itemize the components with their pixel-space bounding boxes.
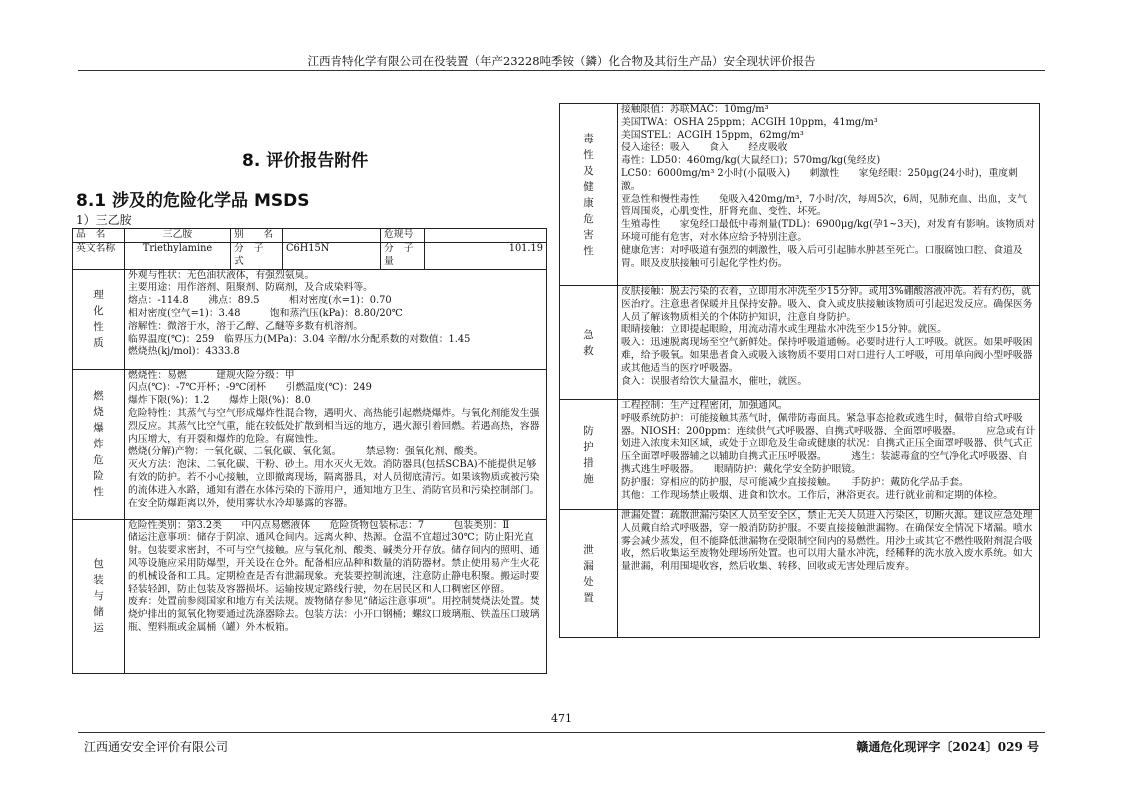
physchem-section-label: 理 化 性 质	[73, 269, 125, 369]
chapter-title: 8. 评价报告附件	[242, 151, 369, 171]
en-name-label: 英文名称	[73, 243, 125, 270]
mw-label: 分 子 量	[381, 243, 425, 270]
name-label: 品 名	[73, 229, 125, 243]
footer-company: 江西通安安全评价有限公司	[84, 740, 229, 754]
spill-section-label: 泄 漏 处 置	[560, 510, 618, 638]
firstaid-section-label: 急 救	[560, 286, 618, 400]
header-title: 江西肯特化学有限公司在役装置（年产23228吨季铵（鏻）化合物及其衍生产品）安全现状评价报告	[307, 54, 816, 68]
health-section-label: 毒 性 及 健 康 危 害 性	[560, 104, 618, 286]
page-header	[78, 52, 1045, 71]
section-title: 8.1 涉及的危险化学品 MSDS	[76, 191, 310, 211]
danger-no-value	[425, 229, 547, 243]
danger-no-label: 危规号	[381, 229, 425, 243]
footer-doc-number: 赣通危化现评字〔2024〕029 号	[856, 740, 1039, 754]
page-number: 471	[551, 712, 572, 725]
substance-heading: 1）三乙胺	[76, 213, 132, 227]
firstaid-content: 皮肤接触：脱去污染的衣着，立即用水冲洗至少15分钟。或用3%硼酸溶液冲洗。若有灼伤，就医治疗。注意患者保暖并且保持安静。吸入、食入或皮肤接触该物质可引起迟发反应。确保医务人员了解该物质相关的个体防护知识，注意自身防护。 眼睛接触：立即提起眼睑，用流动清水或生理盐水冲洗至少15分钟。就医。 吸入：迅速脱离现场至空气新鲜处。保持呼吸道通畅。必要时进行人工呼吸。就医。如果呼吸困难，给予吸氧。如果患者食入或吸入该物质不要用口对口进行人工呼吸，可用单向阀小型呼吸器或其他适当的医疗呼吸器。 食入：误服者给饮大量温水，催吐，就医。	[618, 286, 1040, 400]
storage-section-label: 包 装 与 储 运	[73, 519, 125, 673]
alias-label: 别 名	[231, 229, 283, 243]
msds-table-left	[72, 228, 547, 674]
mw-value: 101.19	[425, 243, 547, 270]
page-footer	[78, 732, 1045, 755]
name-value: 三乙胺	[125, 229, 231, 243]
physchem-content: 外观与性状：无色油状液体，有强烈氨臭。 主要用途：用作溶剂、阻聚剂、防腐剂，及合成染料等。 熔点：-114.8 沸点：89.5 相对密度(水=1)：0.70 相对密度(空气=1)：3.48 饱和蒸汽压(kPa)：8.80/20℃ 溶解性：微溶于水，溶于乙醇、乙醚等多数有机溶剂。 临界温度(℃)：259 临界压力(MPa)：3.04 辛醇/水分配系数的对数值：1.45 燃烧热(kj/mol)：4333.8	[125, 269, 547, 369]
health-content: 接触限值：苏联MAC：10mg/m³ 美国TWA：OSHA 25ppm；ACGIH 10ppm，41mg/m³ 美国STEL：ACGIH 15ppm，62mg/m³ 侵入途径：吸入 食入 经皮吸收 毒性：LD50：460mg/kg(大鼠经口)；570mg/kg(兔经皮) LC50：6000mg/m³ 2小时(小鼠吸入) 刺激性 家兔经眼：250μg(24小时)，重度刺激。 亚急性和慢性毒性 兔吸入420mg/m³，7小时/次，每周5次，6周，见肺充血、出血，支气管周围炎，心肌变性，肝肾充血、变性、坏死。 生殖毒性 家兔经口最低中毒剂量(TDL)：6900μg/kg(孕1~3天)，对发育有影响。该物质对环境可能有危害，对水体应给予特别注意。 健康危害：对呼吸道有强烈的刺激性，吸入后可引起肺水肿甚至死亡。口服腐蚀口腔、食道及胃。眼及皮肤接触可引起化学性灼伤。	[618, 104, 1040, 286]
alias-value	[283, 229, 381, 243]
msds-table-right	[559, 103, 1040, 638]
formula-value: C6H15N	[283, 243, 381, 270]
fire-content: 燃烧性：易燃 建规火险分级：甲 闪点(℃)：-7℃开杯；-9℃闭杯 引燃温度(℃)：249 爆炸下限(%)：1.2 爆炸上限(%)：8.0 危险特性：其蒸气与空气形成爆炸性混合物，遇明火、高热能引起燃烧爆炸。与氧化剂能发生强烈反应。其蒸气比空气重，能在较低处扩散到相当远的地方，遇火源引着回燃。若遇高热，容器内压增大，有开裂和爆炸的危险。有腐蚀性。 燃烧(分解)产物：一氧化碳、二氧化碳、氧化氮。 禁忌物：强氧化剂、酸类。 灭火方法：泡沫、二氧化碳、干粉、砂土。用水灭火无效。消防器具(包括SCBA)不能提供足够有效的防护。若不小心接触，立即撤离现场，隔离器具，对人员彻底清污。如果该物质或被污染的流体进入水路，通知有潜在水体污染的下游用户，通知地方卫生、消防官员和污染控制部门。在安全防爆距离以外，使用雾状水冷却暴露的容器。	[125, 369, 547, 519]
storage-content: 危险性类别：第3.2类 中闪点易燃液体 危险货物包装标志：7 包装类别：Ⅱ 储运注意事项：储存于阴凉、通风仓间内。远离火种、热源。仓温不宜超过30℃；防止阳光直射。包装要求密封，不可与空气接触。应与氧化剂、酸类、碱类分开存放。储存间内的照明、通风等设施应采用防爆型，开关设在仓外。配备相应品种和数量的消防器材。禁止使用易产生火花的机械设备和工具。定期检查是否有泄漏现象。充装要控制流速，注意防止静电积聚。搬运时要轻装轻卸，防止包装及容器损坏。运输按规定路线行驶，勿在居民区和人口稠密区停留。 废弃：处置前参阅国家和地方有关法规。废物储存参见“储运注意事项”。用控制焚烧法处置。焚烧炉排出的氮氧化物要通过洗涤器除去。包装方法：小开口钢桶；螺纹口玻璃瓶、铁盖压口玻璃瓶、塑料瓶或金属桶（罐）外木板箱。	[125, 519, 547, 673]
en-name-value: Triethylamine	[125, 243, 231, 270]
fire-section-label: 燃 烧 爆 炸 危 险 性	[73, 369, 125, 519]
protection-content: 工程控制：生产过程密闭，加强通风。 呼吸系统防护：可能接触其蒸气时，佩带防毒面具。紧急事态抢救或逃生时，佩带自给式呼吸器。NIOSH：200ppm：连续供气式呼吸器、自携式呼吸器、全面罩呼吸器。 应急或有计划进入浓度未知区域，或处于立即危及生命或健康的状况：自携式正压全面罩呼吸器、供气式正压全面罩呼吸器辅之以辅助自携式正压呼吸器。 逃生：装滤毒盒的空气净化式呼吸器、自携式逃生呼吸器。 眼睛防护：戴化学安全防护眼镜。 防护服：穿相应的防护服，尽可能减少直接接触。 手防护：戴防化学品手套。 其他：工作现场禁止吸烟、进食和饮水。工作后，淋浴更衣。进行就业前和定期的体检。	[618, 400, 1040, 510]
formula-label: 分 子 式	[231, 243, 283, 270]
protection-section-label: 防 护 措 施	[560, 400, 618, 510]
spill-content: 泄漏处置：疏散泄漏污染区人员至安全区，禁止无关人员进入污染区，切断火源。建议应急处理人员戴自给式呼吸器，穿一般消防防护服。不要直接接触泄漏物。在确保安全情况下堵漏。喷水雾会减少蒸发，但不能降低泄漏物在受限制空间内的易燃性。用沙土或其它不燃性吸附剂混合吸收，然后收集运至废物处理场所处置。也可以用大量水冲洗，经稀释的洗水放入废水系统。如大量泄漏，利用围堤收容，然后收集、转移、回收或无害处理后废弃。	[618, 510, 1040, 638]
